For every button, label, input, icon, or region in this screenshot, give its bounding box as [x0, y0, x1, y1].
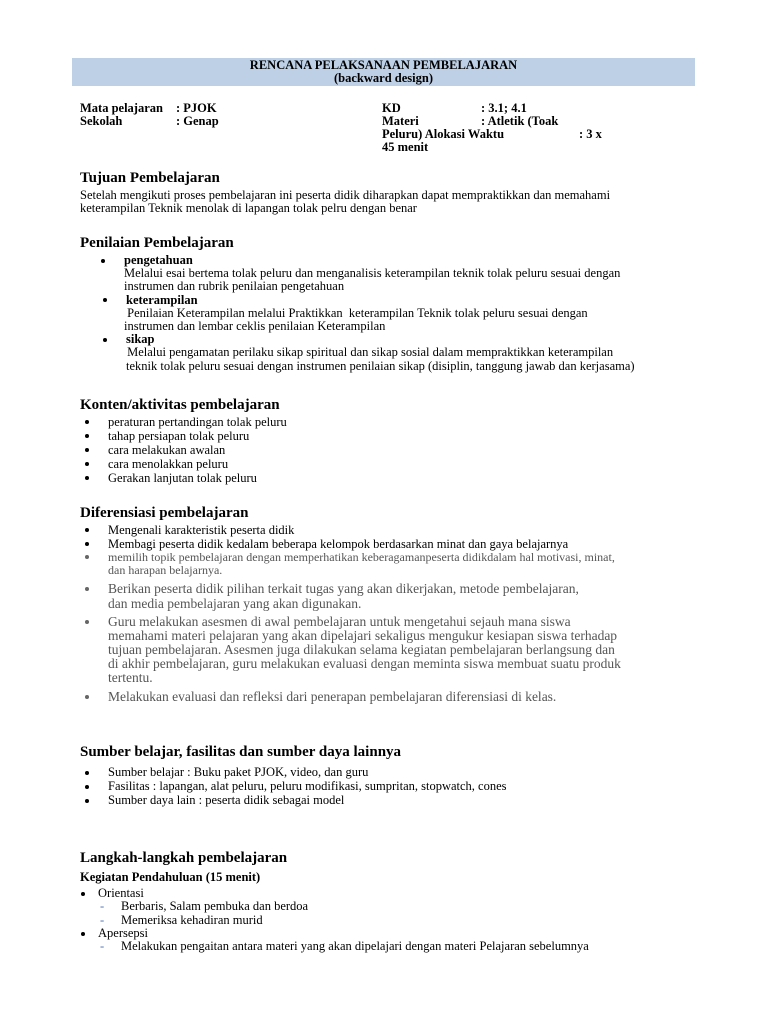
title-band [72, 58, 695, 86]
diferensiasi-item-5-line3: tujuan pembelajaran. Asesmen juga dilakukan selama kegiatan pembelajaran berlangsung dan [108, 642, 615, 657]
langkah-heading: Langkah-langkah pembelajaran [80, 850, 288, 866]
meta-left [80, 102, 219, 128]
konten-item: cara melakukan awalan [108, 443, 226, 457]
bullet-icon [81, 892, 85, 896]
bullet-icon [103, 338, 107, 342]
konten-item: tahap persiapan tolak peluru [108, 429, 250, 443]
penilaian-pengetahuan-line1: Melalui esai bertema tolak peluru dan menganalisis keterampilan teknik tolak peluru sesuai dengan [124, 266, 621, 280]
dash-marker: - [100, 913, 105, 927]
bullet-icon [85, 620, 89, 624]
bullet-icon [85, 771, 89, 775]
penilaian-sikap-title: sikap [126, 332, 155, 346]
penilaian-keterampilan-line2: instrumen dan lembar ceklis penilaian Keterampilan [124, 319, 386, 333]
tujuan-line1: Setelah mengikuti proses pembelajaran ini peserta didik diharapkan dapat mempraktikkan dan memahami [80, 188, 611, 202]
penilaian-pengetahuan-line2: instrumen dan rubrik penilaian pengetahuan [124, 279, 345, 293]
bullet-icon [85, 695, 89, 699]
penilaian-sikap-line1: Melalui pengamatan perilaku sikap spiritual dan sikap sosial dalam mempraktikkan keterampilan [124, 345, 614, 359]
penilaian-keterampilan-title: keterampilan [126, 293, 198, 307]
mapel-label: Mata pelajaran [80, 101, 163, 115]
diferensiasi-item-5-line2: memahami materi pelajaran yang akan dipelajari sekaligus mengukur kesiapan siswa terhadap [108, 628, 618, 643]
waktu-value: : 3 x [579, 127, 602, 141]
bullet-icon [85, 462, 89, 466]
sumber-item: Fasilitas : lapangan, alat peluru, peluru modifikasi, sumpritan, stopwatch, cones [108, 779, 507, 793]
konten-item: Gerakan lanjutan tolak peluru [108, 471, 257, 485]
materi-line2: Peluru) Alokasi Waktu [382, 127, 505, 141]
mapel-value: : PJOK [176, 101, 217, 115]
dash-marker: - [100, 939, 105, 953]
sekolah-label: Sekolah [80, 114, 123, 128]
orientasi-item: Memeriksa kehadiran murid [121, 913, 263, 927]
tujuan-heading: Tujuan Pembelajaran [80, 170, 220, 186]
diferensiasi-item-4-line1: Berikan peserta didik pilihan terkait tugas yang akan dikerjakan, metode pembelajaran, [108, 581, 579, 596]
document-subtitle: (backward design) [334, 71, 433, 85]
diferensiasi-item-2: Membagi peserta didik kedalam beberapa kelompok berdasarkan minat dan gaya belajarnya [108, 537, 569, 551]
sumber-item: Sumber daya lain : peserta didik sebagai model [108, 793, 345, 807]
apersepsi-label: Apersepsi [98, 926, 148, 940]
kegiatan-pendahuluan-title: Kegiatan Pendahuluan (15 menit) [80, 870, 261, 884]
diferensiasi-item-1: Mengenali karakteristik peserta didik [108, 523, 295, 537]
bullet-icon [101, 259, 105, 263]
bullet-icon [85, 542, 89, 546]
konten-heading: Konten/aktivitas pembelajaran [80, 397, 280, 413]
bullet-icon [85, 587, 89, 591]
penilaian-heading: Penilaian Pembelajaran [80, 235, 234, 251]
diferensiasi-item-3-line1: memilih topik pembelajaran dengan memperhatikan keberagamanpeserta didikdalam hal motivasi, minat, [108, 550, 615, 564]
bullet-icon [85, 420, 89, 424]
sekolah-value: : Genap [176, 114, 219, 128]
konten-item: peraturan pertandingan tolak peluru [108, 415, 287, 429]
bullet-icon [85, 528, 89, 532]
bullet-icon [85, 799, 89, 803]
orientasi-item: Berbaris, Salam pembuka dan berdoa [121, 899, 309, 913]
tujuan-line2: keterampilan Teknik menolak di lapangan tolak pelru dengan benar [80, 201, 417, 215]
materi-value: : Atletik (Toak [481, 114, 559, 128]
penilaian-keterampilan-line1: Penilaian Keterampilan melalui Praktikkan keterampilan Teknik tolak peluru sesuai dengan [124, 306, 588, 320]
meta-right [382, 102, 622, 154]
orientasi-label: Orientasi [98, 886, 144, 900]
bullet-icon [85, 434, 89, 438]
bullet-icon [81, 932, 85, 936]
kd-value: : 3.1; 4.1 [481, 101, 527, 115]
penilaian-pengetahuan-title: pengetahuan [124, 253, 193, 267]
document-title: RENCANA PELAKSANAAN PEMBELAJARAN [249, 58, 518, 72]
diferensiasi-item-3-line2: dan harapan belajarnya. [108, 563, 223, 577]
bullet-icon [103, 298, 107, 302]
bullet-icon [85, 448, 89, 452]
diferensiasi-item-5-line4: di akhir pembelajaran, guru melakukan evaluasi dengan meminta siswa membuat suatu produk [108, 656, 621, 671]
penilaian-sikap-line2: teknik tolak peluru sesuai dengan instrumen penilaian sikap (disiplin, tanggung jawab dan kerjasama) [126, 359, 635, 373]
bullet-icon [85, 476, 89, 480]
konten-item: cara menolakkan peluru [108, 457, 229, 471]
diferensiasi-heading: Diferensiasi pembelajaran [80, 505, 249, 521]
bullet-icon [85, 555, 89, 559]
kd-label: KD [382, 101, 401, 115]
materi-line3: 45 menit [382, 140, 429, 154]
apersepsi-item: Melakukan pengaitan antara materi yang akan dipelajari dengan materi Pelajaran sebelumnya [121, 939, 589, 953]
diferensiasi-item-6: Melakukan evaluasi dan refleksi dari penerapan pembelajaran diferensiasi di kelas. [108, 689, 557, 704]
sumber-item: Sumber belajar : Buku paket PJOK, video, dan guru [108, 765, 369, 779]
bullet-icon [85, 785, 89, 789]
diferensiasi-item-4-line2: dan media pembelajaran yang akan digunakan. [108, 596, 362, 611]
diferensiasi-item-5-line5: tertentu. [108, 670, 153, 685]
materi-label: Materi [382, 114, 419, 128]
sumber-heading: Sumber belajar, fasilitas dan sumber daya lainnya [80, 744, 402, 760]
diferensiasi-item-5-line1: Guru melakukan asesmen di awal pembelajaran untuk mengetahui sejauh mana siswa [108, 614, 571, 629]
dash-marker: - [100, 899, 105, 913]
